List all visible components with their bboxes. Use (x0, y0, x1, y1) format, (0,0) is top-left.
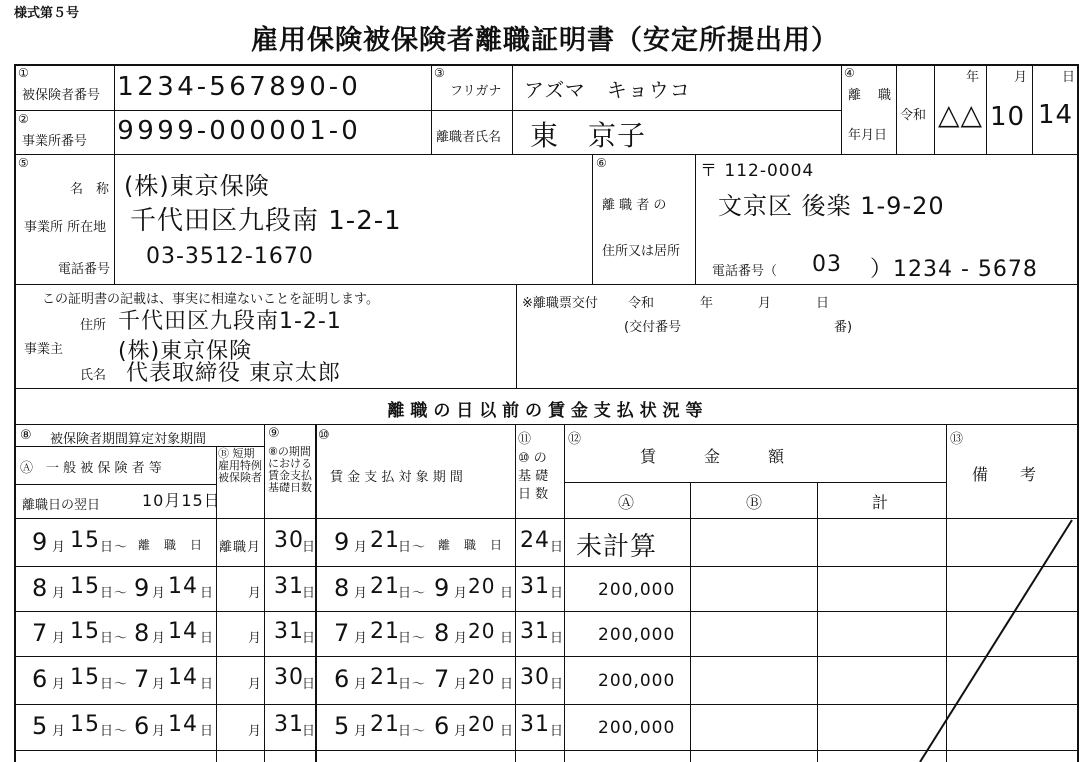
unit: 日 (302, 677, 317, 692)
digit: 9 (289, 72, 307, 102)
wage-amount-a: 200,000 (598, 671, 676, 691)
short-term-month: 月 (248, 586, 263, 601)
field-number-12: ⑫ (568, 432, 582, 447)
form-title: 雇用保険被保険者離職証明書（安定所提出用） (251, 25, 839, 56)
field-number-8: ⑧ (20, 428, 32, 443)
basis-days-label: ⑧の期間における賃金支払基礎日数 (268, 445, 312, 494)
separated-address-label: 離 職 者 の (602, 198, 667, 213)
unit: 日 (500, 586, 515, 601)
separated-address-value: 文京区 後楽 1-9-20 (718, 192, 945, 220)
separated-phone-rest: ）1234 - 5678 (870, 257, 1038, 282)
unit: 月 (454, 631, 469, 646)
unit: 日～ (398, 540, 427, 555)
wage-to-day: 20 (468, 712, 496, 736)
wage-to-month: 7 (434, 665, 451, 693)
wage-to-day: 20 (468, 574, 496, 598)
wage-from-month: 6 (334, 665, 351, 693)
separation-year-value: △△ (938, 98, 984, 131)
unit: 月 (454, 677, 469, 692)
period-to-label: 離 職 日 (138, 538, 204, 552)
short-term-month: 月 (248, 677, 263, 692)
unit: 日 (550, 586, 565, 601)
wage-to-month: 9 (434, 574, 451, 602)
field-number-2: ② (18, 112, 29, 126)
period-from-day: 15 (70, 574, 100, 599)
era-label: 令和 (900, 108, 927, 123)
basis-days-value: 31 (274, 619, 304, 644)
unit: 月 (354, 631, 369, 646)
column-total-label: 計 (872, 493, 889, 512)
unit: 日 (302, 586, 317, 601)
next-day-label: 離職日の翌日 (22, 498, 101, 513)
year-label: 年 (966, 70, 980, 85)
column-b-label: Ⓑ (746, 493, 763, 512)
unit: 日～ (100, 724, 129, 739)
unit: 日 (550, 540, 565, 555)
digit: 0 (269, 116, 287, 146)
furigana-label: フリガナ (450, 84, 502, 99)
period-from-day: 15 (70, 712, 100, 737)
digit: 6 (229, 72, 247, 102)
issue-number-end: 番) (834, 320, 853, 335)
company-name-label: 名 称 (70, 182, 110, 197)
unit: 日 (500, 724, 515, 739)
digit: 0 (289, 116, 307, 146)
unit: 月 (354, 677, 369, 692)
basis-days-10-value: 31 (520, 712, 550, 737)
office-address-label: 事業所 所在地 (24, 220, 107, 235)
wage-from-month: 8 (334, 574, 351, 602)
field-number-10: ⑩ (318, 428, 330, 443)
wage-amount-label: 賃 金 額 (640, 447, 785, 466)
field-number-6: ⑥ (596, 156, 607, 170)
digit: 9 (137, 116, 155, 146)
insured-number-label: 被保険者番号 (22, 88, 101, 103)
unit: 日 (500, 631, 515, 646)
company-name-value: (株)東京保険 (124, 172, 270, 200)
field-number-9: ⑨ (268, 426, 280, 441)
period-to-day: 14 (168, 619, 198, 644)
unit: 日 (302, 724, 317, 739)
unit: 月 (454, 586, 469, 601)
unit: 月 (354, 540, 369, 555)
office-number-label: 事業所番号 (22, 134, 88, 149)
section-title: 離 職 の 日 以 前 の 賃 金 支 払 状 況 等 (387, 401, 703, 421)
wage-to-day: 20 (468, 665, 496, 689)
wage-amount-a: 未計算 (576, 532, 658, 562)
postal-code-value: 〒 112-0004 (700, 161, 815, 181)
period-from-month: 8 (32, 574, 49, 602)
period-from-day: 15 (70, 528, 100, 553)
issue-number-label: (交付番号 (624, 320, 682, 335)
unit: 日～ (100, 540, 129, 555)
name-value: 東 京子 (530, 119, 647, 152)
digit: 0 (229, 116, 247, 146)
field-number-5: ⑤ (18, 156, 29, 170)
unit: 月 (152, 677, 167, 692)
remarks-label: 備 考 (972, 465, 1037, 484)
issue-label: ※離職票交付 (522, 296, 598, 311)
wage-from-day: 21 (370, 712, 400, 737)
digit: 9 (177, 116, 195, 146)
general-insured-label: Ⓐ 一 般 被 保 険 者 等 (20, 461, 162, 476)
issue-month: 月 (758, 296, 772, 311)
digit: 4 (177, 72, 195, 102)
employer-name-label: 氏名 (80, 368, 107, 383)
wage-to-month: 8 (434, 619, 451, 647)
unit: 日 (200, 724, 215, 739)
employer-name-value: 代表取締役 東京太郎 (126, 361, 341, 386)
digit: 2 (137, 72, 155, 102)
basis-days-value: 30 (274, 665, 304, 690)
basis-days-value: 31 (274, 712, 304, 737)
wage-period-label: 賃 金 支 払 対 象 期 間 (330, 470, 463, 485)
wage-from-month: 5 (334, 712, 351, 740)
next-day-value: 10月15日 (142, 491, 221, 510)
field-number-4: ④ (844, 66, 855, 80)
unit: 月 (152, 724, 167, 739)
digit: 8 (269, 72, 287, 102)
digit: 9 (157, 116, 175, 146)
digit: 0 (309, 72, 327, 102)
unit: 日 (200, 631, 215, 646)
unit: 月 (152, 586, 167, 601)
unit: 日～ (100, 631, 129, 646)
office-number-value (116, 116, 360, 146)
basis-days-value: 31 (274, 574, 304, 599)
unit: 日 (550, 677, 565, 692)
wage-amount-a: 200,000 (598, 625, 676, 645)
period-from-month: 6 (32, 665, 49, 693)
separated-residence-label: 住所又は居所 (602, 244, 681, 259)
digit: - (196, 72, 208, 102)
unit: 月 (354, 724, 369, 739)
unit: 日～ (100, 586, 129, 601)
digit: 0 (209, 116, 227, 146)
unit: 月 (152, 631, 167, 646)
day-label: 日 (1062, 70, 1076, 85)
digit: 9 (117, 116, 135, 146)
digit: 3 (157, 72, 175, 102)
unit: 月 (52, 540, 67, 555)
separated-phone-label: 電話番号（ (712, 264, 778, 279)
unit: 日 (200, 586, 215, 601)
separation-date-label: 年月日 (848, 128, 888, 143)
field-number-3: ③ (434, 66, 445, 80)
period-to-month: 6 (134, 712, 151, 740)
basis-days-10-label: ⑩ の 基 礎 日 数 (518, 451, 549, 502)
issue-era: 令和 (628, 296, 655, 311)
digit: 0 (249, 116, 267, 146)
certification-text: この証明書の記載は、事実に相違ないことを証明します。 (42, 292, 379, 307)
furigana-value: アズマ キョウコ (524, 78, 691, 102)
separation-month-value: 10 (990, 102, 1026, 132)
wage-from-day: 21 (370, 574, 400, 599)
office-phone-value: 03-3512-1670 (146, 244, 314, 269)
unit: 日～ (398, 631, 427, 646)
wage-to-month: 6 (434, 712, 451, 740)
wage-from-day: 21 (370, 528, 400, 553)
digit: 1 (117, 72, 135, 102)
unit: 日 (550, 724, 565, 739)
wage-amount-a: 200,000 (598, 580, 676, 600)
period-to-month: 7 (134, 665, 151, 693)
field-number-1: ① (18, 66, 29, 80)
separation-day-value: 14 (1038, 100, 1074, 130)
office-address-value: 千代田区九段南 1-2-1 (130, 206, 402, 236)
unit: 日 (550, 631, 565, 646)
digit: 7 (249, 72, 267, 102)
unit: 月 (454, 724, 469, 739)
digit: - (196, 116, 208, 146)
basis-days-10-value: 24 (520, 528, 550, 553)
period-to-day: 14 (168, 574, 198, 599)
digit: 0 (341, 116, 359, 146)
period-from-month: 5 (32, 712, 49, 740)
unit: 日～ (100, 677, 129, 692)
unit: 月 (52, 677, 67, 692)
employer-company-value: (株)東京保険 (118, 339, 253, 364)
unit: 日～ (398, 586, 427, 601)
basis-days-10-value: 31 (520, 619, 550, 644)
name-label: 離職者氏名 (436, 130, 502, 145)
employer-label: 事業主 (24, 342, 64, 357)
short-term-month: 月 (248, 724, 263, 739)
unit: 日 (500, 677, 515, 692)
unit: 日 (302, 540, 317, 555)
digit: 1 (309, 116, 327, 146)
period-to-day: 14 (168, 712, 198, 737)
office-phone-label: 電話番号 (58, 262, 111, 277)
period-from-month: 7 (32, 619, 49, 647)
month-label: 月 (1014, 70, 1028, 85)
column-a-label: Ⓐ (618, 493, 635, 512)
basis-days-value: 30 (274, 528, 304, 553)
period-from-day: 15 (70, 665, 100, 690)
field-number-13: ⑬ (950, 432, 964, 447)
short-term-label: Ⓑ 短期雇用特例被保険者 (218, 447, 262, 484)
short-term-month: 月 (248, 631, 263, 646)
period-to-month: 9 (134, 574, 151, 602)
field-number-11: ⑪ (518, 432, 532, 447)
digit: 0 (341, 72, 359, 102)
issue-day: 日 (816, 296, 830, 311)
wage-from-month: 7 (334, 619, 351, 647)
period-to-month: 8 (134, 619, 151, 647)
unit: 日 (200, 677, 215, 692)
form-number: 様式第５号 (14, 6, 80, 21)
wage-from-day: 21 (370, 665, 400, 690)
digit: - (328, 116, 340, 146)
basis-days-10-value: 31 (520, 574, 550, 599)
unit: 月 (52, 724, 67, 739)
wage-to-day: 20 (468, 619, 496, 643)
insured-number-value (116, 72, 360, 102)
period-label: 被保険者期間算定対象期間 (50, 432, 207, 447)
period-to-day: 14 (168, 665, 198, 690)
wage-to-label: 離 職 日 (438, 538, 504, 552)
unit: 月 (354, 586, 369, 601)
wage-from-day: 21 (370, 619, 400, 644)
basis-days-10-value: 30 (520, 665, 550, 690)
separation-label-2: 職 (878, 88, 892, 103)
short-term-month: 離職月 (219, 540, 262, 555)
employer-address-value: 千代田区九段南1-2-1 (118, 309, 342, 334)
unit: 月 (52, 586, 67, 601)
separated-phone-area: 03 (812, 252, 842, 277)
wage-amount-a: 200,000 (598, 718, 676, 738)
unit: 日 (302, 631, 317, 646)
separation-label: 離 (848, 88, 862, 103)
period-from-day: 15 (70, 619, 100, 644)
digit: 5 (209, 72, 227, 102)
digit: - (328, 72, 340, 102)
period-from-month: 9 (32, 528, 49, 556)
wage-from-month: 9 (334, 528, 351, 556)
unit: 日～ (398, 724, 427, 739)
issue-year: 年 (700, 296, 714, 311)
employer-address-label: 住所 (80, 318, 107, 333)
unit: 月 (52, 631, 67, 646)
unit: 日～ (398, 677, 427, 692)
